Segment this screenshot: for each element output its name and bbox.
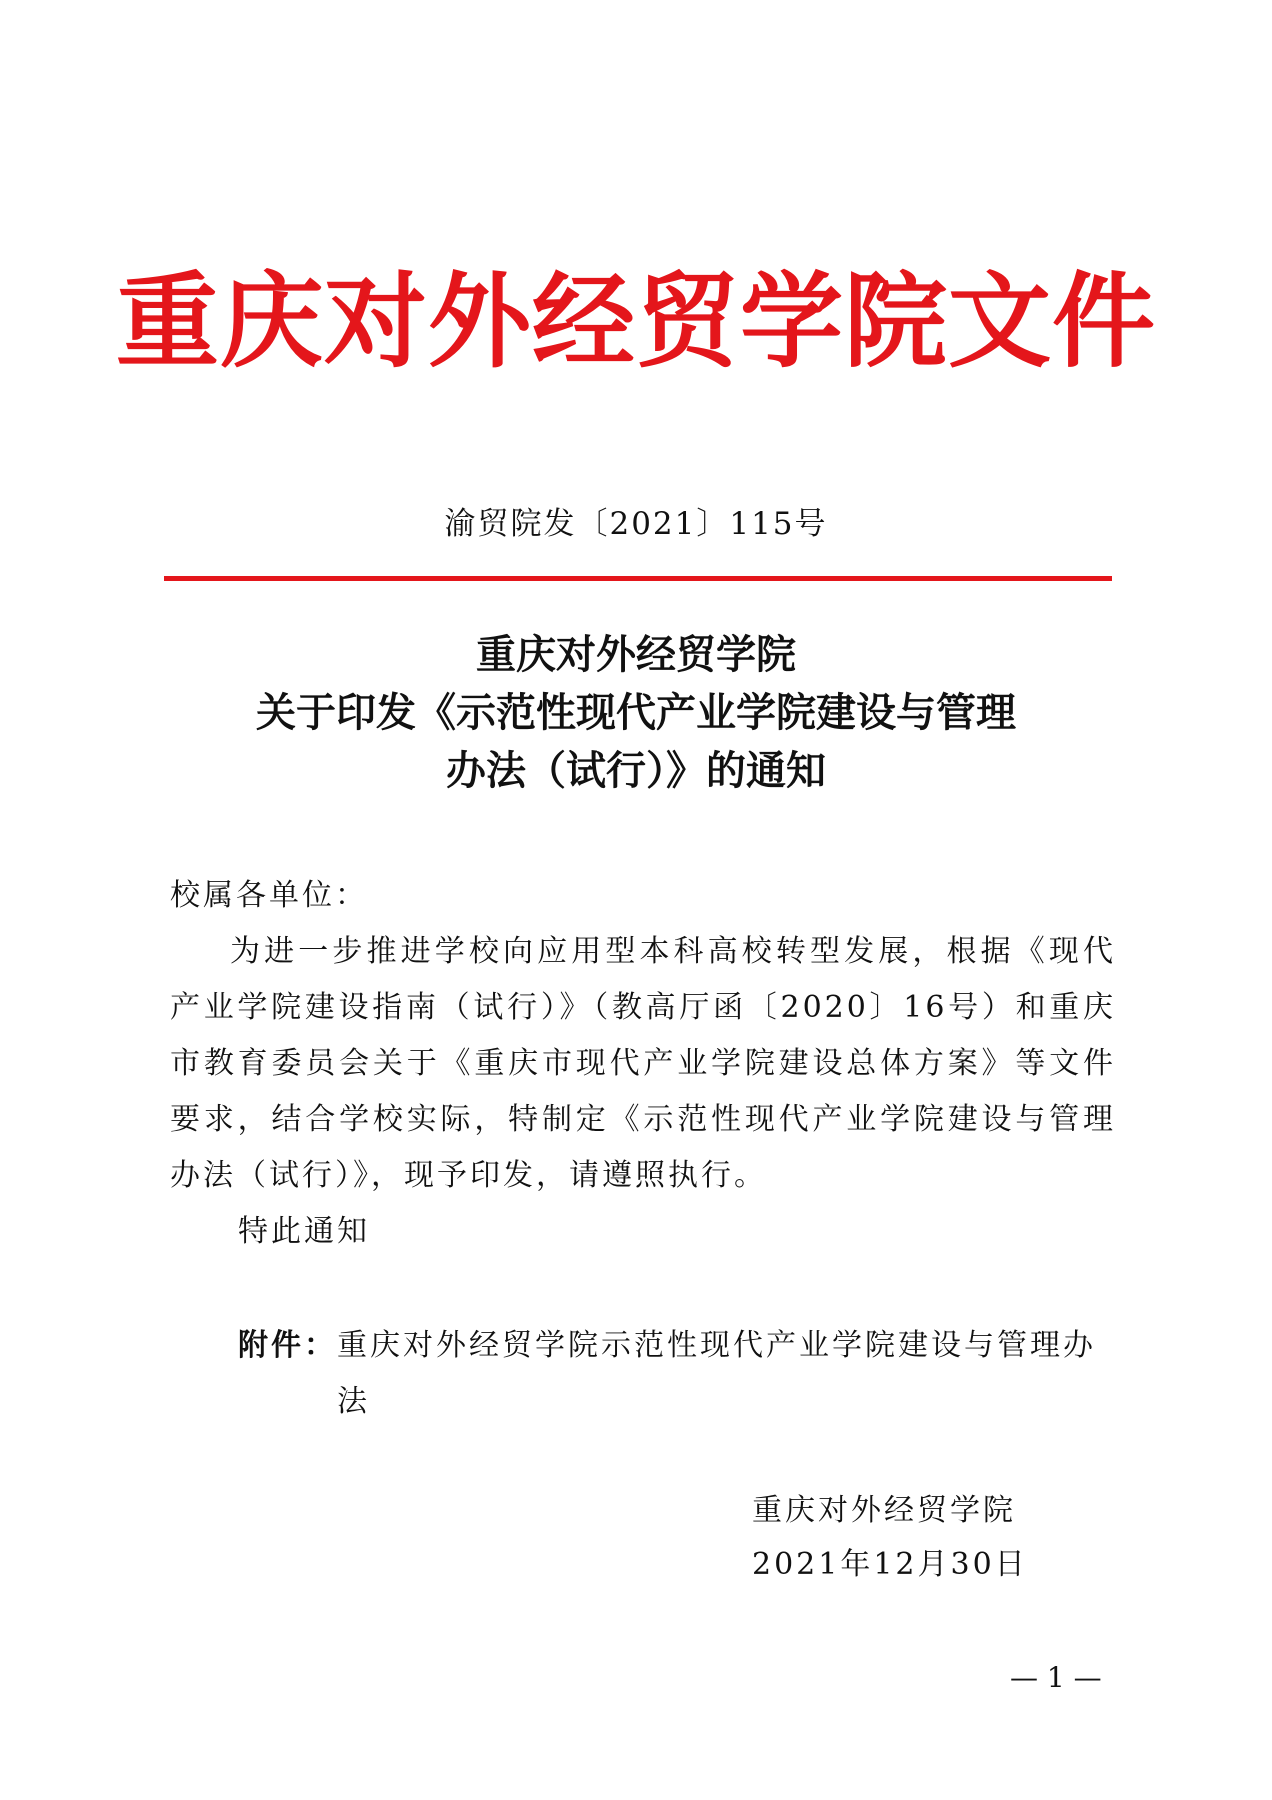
- document-number: 渝贸院发〔2021〕115号: [444, 506, 828, 542]
- body-paragraph: 为进一步推进学校向应用型本科高校转型发展，根据《现代产业学院建设指南（试行）》（教高厅函〔2020〕16号）和重庆市教育委员会关于《重庆市现代产业学院建设总体方案》等文件要求，结合学校实际，特制定《示范性现代产业学院建设与管理办法（试行）》，现予印发，请遵照执行。: [170, 934, 1116, 1193]
- signature-block: [752, 1484, 1028, 1592]
- document-title: [0, 626, 1272, 800]
- title-line-1: 重庆对外经贸学院: [476, 631, 796, 678]
- attachment-title: 重庆对外经贸学院示范性现代产业学院建设与管理办法: [337, 1328, 1096, 1419]
- salutation: 校属各单位：: [170, 878, 368, 913]
- red-separator-rule: [164, 576, 1112, 581]
- document-masthead: 重庆对外经贸学院文件: [116, 262, 1156, 382]
- signature-organization: 重庆对外经贸学院: [752, 1493, 1016, 1528]
- page-number: — 1 —: [1010, 1661, 1102, 1694]
- closing-phrase: 特此通知: [238, 1214, 370, 1249]
- title-line-3: 办法（试行）》的通知: [446, 747, 826, 794]
- signature-date: 2021年12月30日: [752, 1547, 1028, 1582]
- title-line-2: 关于印发《示范性现代产业学院建设与管理: [256, 689, 1016, 736]
- attachment-note: [238, 1318, 1118, 1430]
- attachment-label: 附件：: [238, 1328, 337, 1363]
